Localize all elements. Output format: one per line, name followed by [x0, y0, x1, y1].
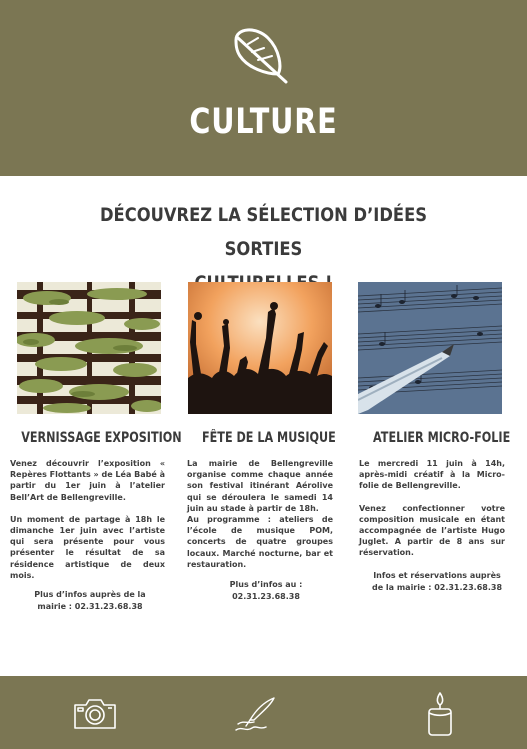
headline-line-1: DÉCOUVREZ LA SÉLECTION D’IDÉES SORTIES — [99, 204, 428, 260]
event-paragraph: Venez découvrir l’exposition « Repères Flottants » de Léa Babé à partir du 1er juin à l’atelier Bell’Art de Bellengreville. — [10, 459, 165, 502]
event-description — [187, 458, 333, 570]
event-title: VERNISSAGE EXPOSITION — [21, 430, 182, 446]
camera-icon — [72, 695, 118, 731]
contact-line: Infos et réservations auprès — [373, 570, 501, 580]
contact-line: Plus d’infos auprès de la — [34, 590, 146, 600]
candle-icon — [426, 690, 454, 738]
page-title: CULTURE — [189, 102, 338, 142]
contact-phone: mairie : 02.31.23.68.38 — [37, 602, 143, 612]
event-paragraph: Venez confectionner votre composition musicale en étant accompagnée de l’artiste Hugo Juglet. A partir de 8 ans sur réservation. — [359, 503, 505, 558]
contact-info — [357, 570, 517, 594]
event-column-micro-folie — [357, 282, 517, 594]
footer-banner — [0, 676, 527, 749]
contact-phone: 02.31.23.68.38 — [232, 592, 300, 602]
contact-info — [186, 579, 346, 603]
contact-info — [10, 589, 170, 613]
header-banner — [0, 0, 527, 176]
event-paragraph: Un moment de partage à 18h le dimanche 1er juin avec l’artiste qui sera présente pour vous présenter le résultat de sa résidence artistique de deux mois. — [10, 514, 165, 580]
event-paragraph: Au programme : ateliers de l’école de musique POM, concerts de quatre groupes locaux. Marché nocturne, bar et restauration. — [187, 515, 333, 569]
event-description — [10, 458, 165, 581]
event-title: FÊTE DE LA MUSIQUE — [202, 430, 336, 446]
event-title: ATELIER MICRO-FOLIE — [373, 430, 511, 446]
quill-pen-icon — [234, 694, 282, 734]
abstract-painting-image — [17, 282, 161, 414]
event-paragraph: Le mercredi 11 juin à 14h, après-midi créatif à la Micro-folie de Bellengreville. — [359, 459, 505, 491]
event-description — [359, 458, 505, 559]
contact-phone: de la mairie : 02.31.23.68.38 — [371, 582, 503, 592]
event-column-fete-musique — [186, 282, 346, 603]
event-paragraph: La mairie de Bellengreville organise comme chaque année son festival itinérant Aérolive qui se déroulera le samedi 14 juin au stade à partir de 18h. — [187, 459, 333, 513]
event-column-vernissage — [10, 282, 182, 613]
sheet-music-image — [358, 282, 502, 414]
leaf-icon — [228, 24, 290, 86]
contact-line: Plus d’infos au : — [229, 580, 303, 590]
concert-crowd-image — [188, 282, 332, 414]
